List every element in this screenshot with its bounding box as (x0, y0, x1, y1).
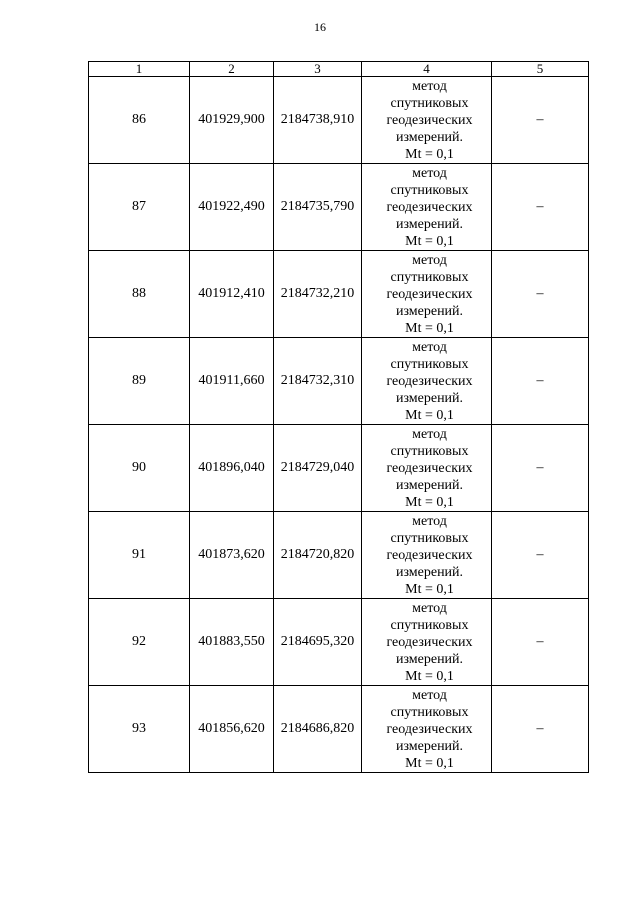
y-coordinate-cell: 2184732,210 (274, 251, 362, 338)
method-text-line: геодезических (386, 460, 473, 476)
accuracy-value: Mt = 0,1 (405, 581, 454, 597)
method-text-line: геодезических (386, 634, 473, 650)
method-text-line: измерений. (395, 651, 464, 667)
method-text-line: спутниковых (390, 530, 469, 546)
y-coordinate-cell: 2184686,820 (274, 686, 362, 773)
note-cell: – (492, 425, 589, 512)
method-text-line: измерений. (395, 129, 464, 145)
accuracy-value: Mt = 0,1 (405, 233, 454, 249)
accuracy-value: Mt = 0,1 (405, 146, 454, 162)
y-coordinate-cell: 2184695,320 (274, 599, 362, 686)
method-text-line: метод (412, 600, 447, 616)
method-text-line: спутниковых (390, 269, 469, 285)
note-cell: – (492, 164, 589, 251)
method-text-line: геодезических (386, 373, 473, 389)
method-text-line: метод (412, 687, 447, 703)
x-coordinate-cell: 401929,900 (190, 77, 274, 164)
method-cell (362, 338, 492, 425)
accuracy-value: Mt = 0,1 (405, 755, 454, 771)
note-cell: – (492, 599, 589, 686)
method-text-line: метод (412, 513, 447, 529)
method-text-line: спутниковых (390, 704, 469, 720)
y-coordinate-cell: 2184720,820 (274, 512, 362, 599)
y-coordinate-cell: 2184738,910 (274, 77, 362, 164)
table-row (89, 512, 589, 599)
method-text-line: геодезических (386, 199, 473, 215)
point-number-cell: 88 (89, 251, 190, 338)
x-coordinate-cell: 401873,620 (190, 512, 274, 599)
accuracy-value: Mt = 0,1 (405, 494, 454, 510)
page-number: 16 (314, 20, 326, 34)
note-cell: – (492, 686, 589, 773)
method-cell (362, 599, 492, 686)
header-col-3: 3 (274, 62, 362, 77)
header-row (89, 62, 589, 77)
point-number-cell: 86 (89, 77, 190, 164)
accuracy-value: Mt = 0,1 (405, 668, 454, 684)
method-cell (362, 164, 492, 251)
coordinates-table (88, 61, 589, 773)
method-text-line: спутниковых (390, 95, 469, 111)
x-coordinate-cell: 401883,550 (190, 599, 274, 686)
table-row (89, 77, 589, 164)
note-cell: – (492, 338, 589, 425)
point-number-cell: 87 (89, 164, 190, 251)
table-row (89, 338, 589, 425)
method-text-line: измерений. (395, 738, 464, 754)
method-text-line: измерений. (395, 216, 464, 232)
point-number-cell: 91 (89, 512, 190, 599)
method-cell (362, 425, 492, 512)
method-text-line: геодезических (386, 721, 473, 737)
y-coordinate-cell: 2184735,790 (274, 164, 362, 251)
point-number-cell: 93 (89, 686, 190, 773)
method-cell (362, 512, 492, 599)
x-coordinate-cell: 401912,410 (190, 251, 274, 338)
header-col-4: 4 (362, 62, 492, 77)
method-text-line: спутниковых (390, 356, 469, 372)
table-row (89, 599, 589, 686)
note-cell: – (492, 251, 589, 338)
point-number-cell: 90 (89, 425, 190, 512)
point-number-cell: 89 (89, 338, 190, 425)
note-cell: – (492, 512, 589, 599)
method-cell (362, 251, 492, 338)
point-number-cell: 92 (89, 599, 190, 686)
header-col-1: 1 (89, 62, 190, 77)
method-text-line: измерений. (395, 390, 464, 406)
note-cell: – (492, 77, 589, 164)
table-row (89, 686, 589, 773)
x-coordinate-cell: 401922,490 (190, 164, 274, 251)
method-cell (362, 686, 492, 773)
accuracy-value: Mt = 0,1 (405, 407, 454, 423)
x-coordinate-cell: 401856,620 (190, 686, 274, 773)
x-coordinate-cell: 401896,040 (190, 425, 274, 512)
method-text-line: спутниковых (390, 617, 469, 633)
table-row (89, 251, 589, 338)
method-text-line: измерений. (395, 303, 464, 319)
method-text-line: метод (412, 426, 447, 442)
method-text-line: измерений. (395, 564, 464, 580)
method-text-line: геодезических (386, 286, 473, 302)
table-row (89, 164, 589, 251)
table-body (89, 77, 589, 773)
method-text-line: метод (412, 339, 447, 355)
table-row (89, 425, 589, 512)
header-col-2: 2 (190, 62, 274, 77)
method-text-line: метод (412, 78, 447, 94)
method-text-line: геодезических (386, 112, 473, 128)
accuracy-value: Mt = 0,1 (405, 320, 454, 336)
y-coordinate-cell: 2184732,310 (274, 338, 362, 425)
x-coordinate-cell: 401911,660 (190, 338, 274, 425)
method-text-line: метод (412, 165, 447, 181)
method-cell (362, 77, 492, 164)
method-text-line: спутниковых (390, 182, 469, 198)
method-text-line: метод (412, 252, 447, 268)
y-coordinate-cell: 2184729,040 (274, 425, 362, 512)
method-text-line: геодезических (386, 547, 473, 563)
method-text-line: спутниковых (390, 443, 469, 459)
header-col-5: 5 (492, 62, 589, 77)
method-text-line: измерений. (395, 477, 464, 493)
